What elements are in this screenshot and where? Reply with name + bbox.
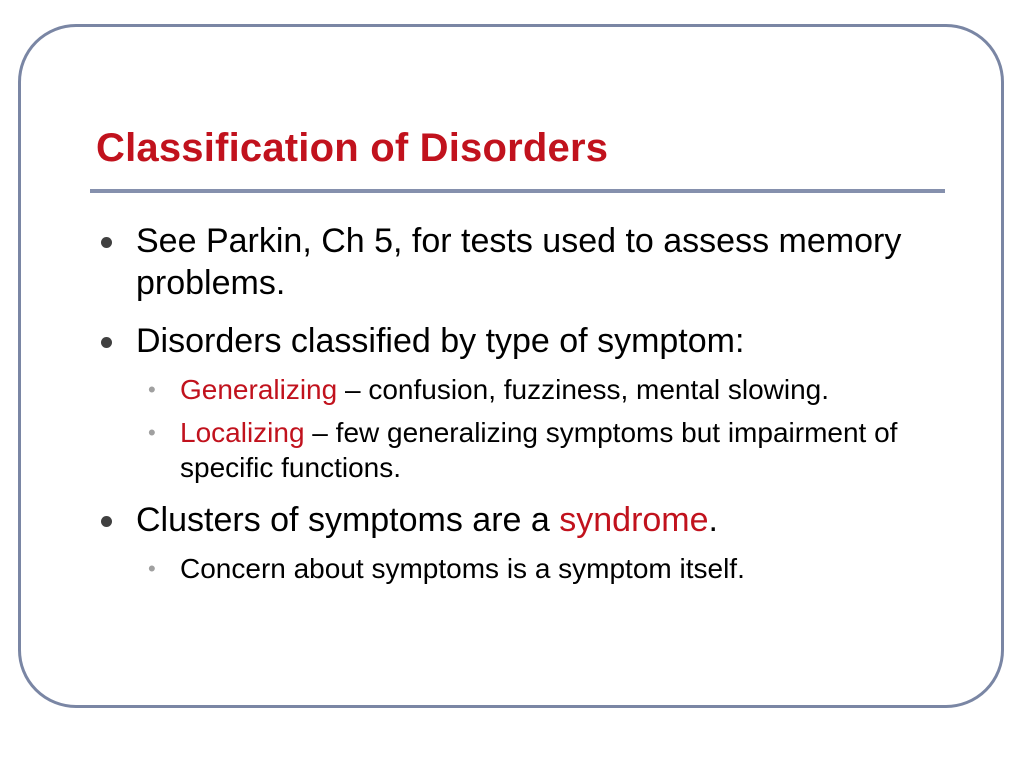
bullet-dot-icon bbox=[101, 237, 112, 248]
slide-title: Classification of Disorders bbox=[96, 126, 609, 170]
title-divider bbox=[90, 189, 945, 193]
bullet-dot-icon bbox=[101, 337, 112, 348]
sub-bullet-item bbox=[100, 415, 950, 485]
sub-bullet-dot-icon: • bbox=[148, 420, 156, 445]
bullet-text: See Parkin, Ch 5, for tests used to assess memory problems. bbox=[136, 222, 902, 302]
slide-body bbox=[100, 220, 950, 600]
bullet-term: syndrome bbox=[559, 501, 709, 539]
sub-bullet-text: Concern about symptoms is a symptom itself. bbox=[180, 553, 745, 584]
sub-bullet-term: Generalizing bbox=[180, 374, 338, 405]
sub-bullet-text: – confusion, fuzziness, mental slowing. bbox=[337, 374, 830, 405]
sub-bullet-dot-icon: • bbox=[148, 556, 156, 581]
bullet-item bbox=[100, 220, 950, 304]
sub-bullet-dot-icon: • bbox=[148, 377, 156, 402]
bullet-dot-icon bbox=[101, 516, 112, 527]
sub-bullet-text: – few generalizing symptoms but impairment of specific functions. bbox=[180, 417, 898, 483]
sub-bullet-term: Localizing bbox=[180, 417, 305, 448]
bullet-text: Disorders classified by type of symptom: bbox=[136, 322, 745, 360]
bullet-item bbox=[100, 320, 950, 362]
bullet-item bbox=[100, 499, 950, 541]
bullet-text-tail: . bbox=[708, 501, 718, 539]
sub-bullet-item bbox=[100, 551, 950, 586]
bullet-text-lead: Clusters of symptoms are a bbox=[136, 501, 560, 539]
sub-bullet-item bbox=[100, 372, 950, 407]
